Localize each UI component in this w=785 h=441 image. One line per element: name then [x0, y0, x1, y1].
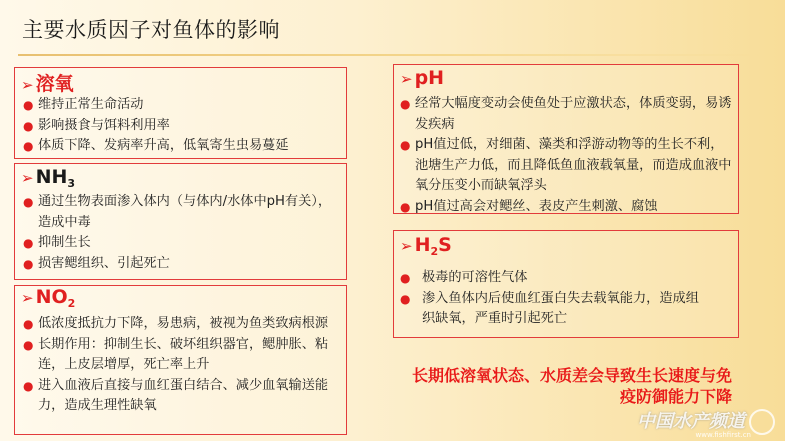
- list-item: ● 经常大幅度变动会使鱼处于应激状态，体质变弱，易诱发疾病: [400, 96, 732, 132]
- globe-icon: [749, 409, 775, 435]
- title-divider: [18, 54, 763, 56]
- list-item: ● pH值过高会对鳃丝、表皮产生刺激、腐蚀: [400, 198, 658, 214]
- ammonia-heading: ➢ $NH_3$: [21, 166, 76, 190]
- dissolved-oxygen-heading: ➢ 溶氧: [21, 73, 74, 95]
- list-item: ● 长期作用：抑制生长、破坏组织器官，鳃肿胀、粘连，上皮层增厚，死亡率上升: [23, 336, 329, 372]
- dissolved-oxygen-box: [14, 67, 347, 159]
- dissolved-oxygen-list: [23, 95, 343, 157]
- hydrogen-sulfide-heading: ➢ $H_2S$: [400, 234, 452, 258]
- list-item: ● 进入血液后直接与血红蛋白结合、减少血氧输送能力，造成生理性缺氧: [23, 377, 329, 413]
- nitrite-box: [14, 285, 347, 435]
- arrow-icon: ➢: [21, 76, 34, 94]
- hydrogen-sulfide-list: [400, 268, 710, 330]
- list-item: ● pH值过低，对细菌、藻类和浮游动物等的生长不利，池塘生产力低，而且降低鱼血液载氧量，而造成血液中氧分压变小而缺氧浮头: [400, 137, 732, 193]
- list-item: ● 损害鳃组织、引起死亡: [23, 255, 170, 271]
- arrow-icon: ➢: [21, 289, 34, 307]
- arrow-icon: ➢: [400, 70, 413, 88]
- nitrite-list: [23, 314, 343, 417]
- summary-note: 长期低溶氧状态、水质差会导致生长速度与免疫防御能力下降: [411, 366, 732, 406]
- watermark-url: www.fishfirst.cn: [695, 431, 751, 439]
- watermark-logo: 中国水产频道: [637, 411, 745, 432]
- list-item: ● 抑制生长: [23, 235, 91, 250]
- list-item: ● 体质下降、发病率升高，低氧寄生虫易蔓延: [23, 138, 289, 153]
- list-item: ● 通过生物表面渗入体内（与体内/水体中pH有关），造成中毒: [23, 194, 332, 230]
- arrow-icon: ➢: [21, 169, 34, 187]
- list-item: ● 影响摄食与饵料利用率: [23, 117, 170, 133]
- nitrite-heading: ➢ $NO_2$: [21, 286, 76, 310]
- page-title: 主要水质因子对鱼体的影响: [22, 18, 280, 42]
- ph-box: [393, 64, 739, 214]
- list-item: ● 渗入鱼体内后使血红蛋白失去载氧能力，造成组织缺氧，严重时引起死亡: [400, 290, 699, 326]
- ammonia-list: [23, 192, 343, 274]
- arrow-icon: ➢: [400, 237, 413, 255]
- list-item: ● 低浓度抵抗力下降，易患病，被视为鱼类致病根源: [23, 316, 329, 331]
- list-item: ● 维持正常生命活动: [23, 97, 144, 112]
- hydrogen-sulfide-box: [393, 230, 739, 338]
- ammonia-box: [14, 163, 347, 280]
- ph-list: [400, 94, 734, 217]
- ph-heading: ➢ pH: [400, 67, 445, 89]
- list-item: ● 极毒的可溶性气体: [400, 270, 528, 285]
